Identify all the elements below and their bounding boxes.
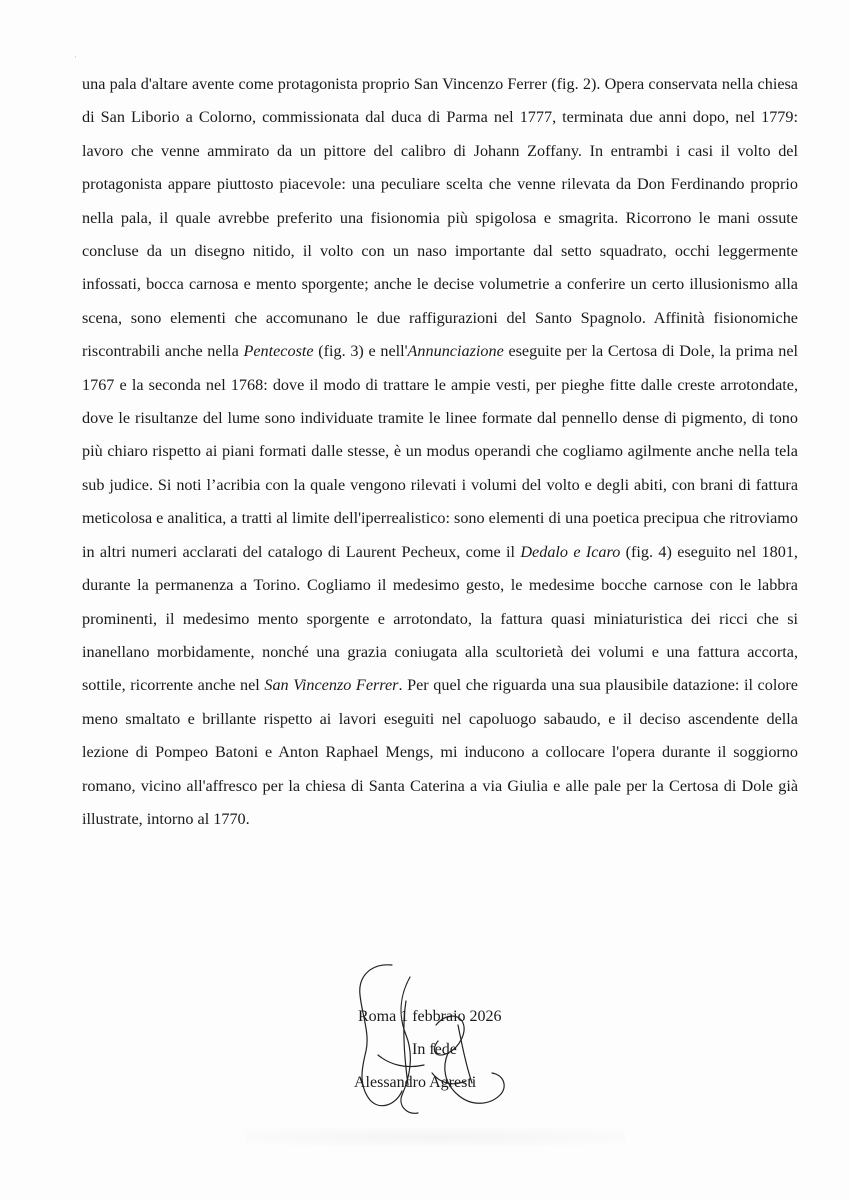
text-segment: (fig. 3) e nell' xyxy=(313,342,408,361)
artwork-title-san-vincenzo-ferrer: San Vincenzo Ferrer xyxy=(264,676,399,695)
artwork-title-pentecoste: Pentecoste xyxy=(243,342,314,361)
closing-block xyxy=(354,1000,554,1099)
body-paragraph xyxy=(82,68,798,836)
text-segment: (fig. 4) eseguito nel 1801, durante la permanenza a Torino. Cogliamo il medesimo gesto, le medesime bocche carnose con le labbra prominenti, il medesimo mento sporgente e arrotondato, la fattura quasi miniaturistica dei ricci che si inanellano morbidamente, nonché una grazia coniugata alla scultorietà dei volumi e una fattura accorta, sottile, ricorrente anche nel xyxy=(82,542,798,695)
corner-mark: · xyxy=(74,52,77,62)
text-segment: . Per quel che riguarda una sua plausibile datazione: il colore meno smaltato e brillante rispetto ai lavori eseguiti nel capoluogo sabaudo, e il deciso ascendente della lezione di Pompeo Batoni e Anton Raphael Mengs, mi inducono a collocare l'opera durante il soggiorno romano, vicino all'affresco per la chiesa di Santa Caterina a via Giulia e alle pale per la Certosa di Dole già illustrate, intorno al 1770. xyxy=(82,676,798,828)
text-segment: eseguite per la Certosa di Dole, la prima nel 1767 e la seconda nel 1768: dove il modo di trattare le ampie vesti, per pieghe fitte dalle creste arrotondate, dove le risultanze del lume sono individuate tramite le linee formate dal pennello dense di pigmento, di tono più chiaro rispetto ai piani formati dalle stesse, è un modus operandi che cogliamo agilmente anche nella tela sub judice. Si noti l’acribia con la quale vengono rilevati i volumi del volto e degli abiti, con brani di fattura meticolosa e analitica, a tratti al limite dell'iperrealistico: sono elementi di una poetica precipua che ritroviamo in altri numeri acclarati del catalogo di Laurent Pecheux, come il xyxy=(82,342,799,561)
author-name: Alessandro Agresti xyxy=(354,1074,477,1091)
text-segment: una pala d'altare avente come protagonista proprio San Vincenzo Ferrer (fig. 2). Opera conservata nella chiesa di San Liborio a Colorno, commissionata dal duca di Parma nel 1777, terminata due anni dopo, nel 1779: lavoro che venne ammirato da un pittore del calibro di Johann Zoffany. In entrambi i casi il volto del protagonista appare piuttosto piacevole: una peculiare scelta che venne rilevata da Don Ferdinando proprio nella pala, il quale avrebbe preferito una fisionomia più spigolosa e smagrita. Ricorrono le mani ossute concluse da un disegno nitido, il volto con un naso importante dal setto squadrato, occhi leggermente infossati, bocca carnosa e mento sporgente; anche le decise volumetrie a conferire un certo illusionismo alla scena, sono elementi che accomunano le due raffigurazioni del Santo Spagnolo. Affinità fisionomiche riscontrabili anche nella xyxy=(82,75,798,361)
artwork-title-dedalo-e-icaro: Dedalo e Icaro xyxy=(520,542,621,561)
in-faith-line: In fede xyxy=(412,1041,457,1058)
artwork-title-annunciazione: Annunciazione xyxy=(407,342,504,361)
paper-smudge xyxy=(245,1128,625,1146)
place-date: Roma 1 febbraio 2026 xyxy=(358,1008,502,1025)
